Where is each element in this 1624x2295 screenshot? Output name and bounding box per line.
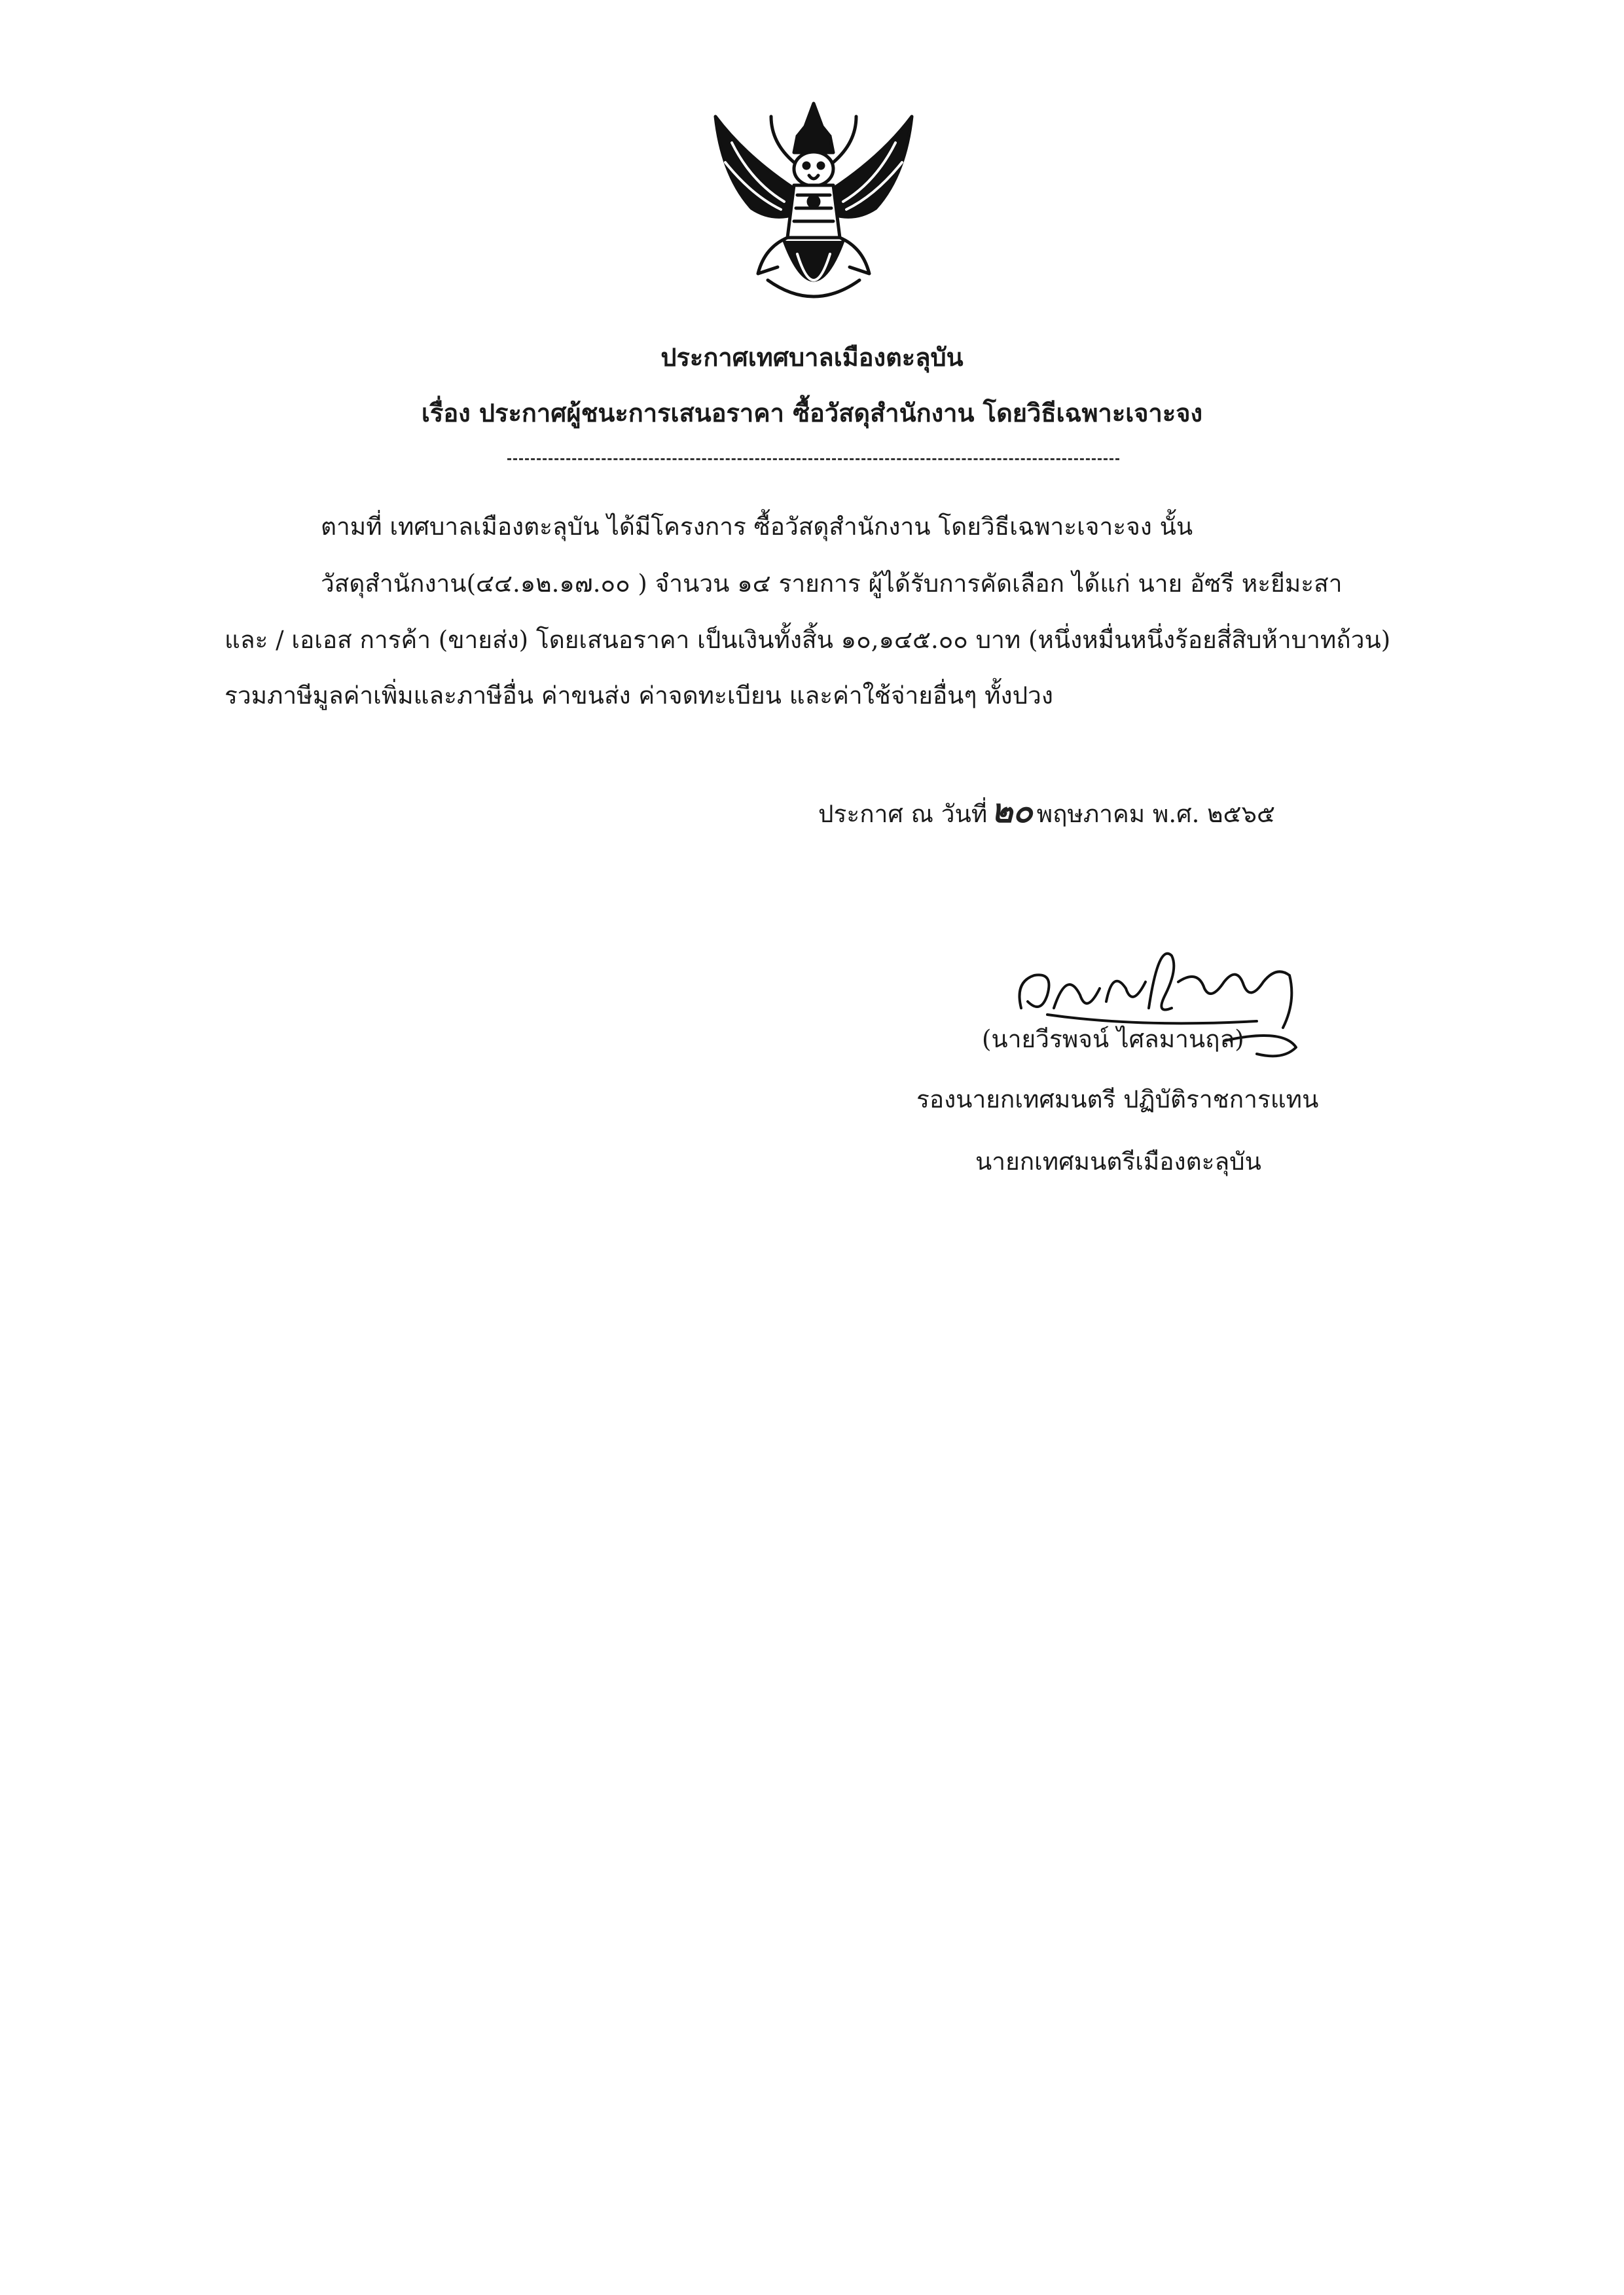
announcement-date — [818, 786, 1275, 837]
announcement-subject: เรื่อง ประกาศผู้ชนะการเสนอราคา ซื้อวัสดุสำนักงาน โดยวิธีเฉพาะเจาะจง — [421, 398, 1203, 427]
announcement-title: ประกาศเทศบาลเมืองตะลุบัน — [660, 342, 964, 372]
signatory-position: รองนายกเทศมนตรี ปฏิบัติราชการแทน — [916, 1085, 1319, 1113]
divider — [507, 458, 1119, 460]
signatory-organization: นายกเทศมนตรีเมืองตะลุบัน — [975, 1148, 1261, 1176]
body-line-2: วัสดุสำนักงาน(๔๔.๑๒.๑๗.๐๐ ) จำนวน ๑๔ รายการ ผู้ได้รับการคัดเลือก ได้แก่ นาย อัซรี หะยีมะสา — [321, 569, 1343, 598]
date-day-handwritten: ๒๐ — [991, 792, 1033, 830]
body-line-1: ตามที่ เทศบาลเมืองตะลุบัน ได้มีโครงการ ซื้อวัสดุสำนักงาน โดยวิธีเฉพาะเจาะจง นั้น — [321, 513, 1193, 541]
signatory-name: (นายวีรพจน์ ไศลมานฤล) — [982, 1025, 1244, 1053]
date-suffix: พฤษภาคม พ.ศ. ๒๕๖๕ — [1036, 800, 1275, 828]
date-prefix: ประกาศ ณ วันที่ — [818, 800, 988, 828]
garuda-emblem-icon — [706, 97, 922, 319]
body-line-3: และ / เอเอส การค้า (ขายส่ง) โดยเสนอราคา เป็นเงินทั้งสิ้น ๑๐,๑๔๕.๐๐ บาท (หนึ่งหมื่นหนึ่งร้อยสี่สิบห้าบาทถ้วน) — [225, 626, 1391, 654]
body-line-4: รวมภาษีมูลค่าเพิ่มและภาษีอื่น ค่าขนส่ง ค่าจดทะเบียน และค่าใช้จ่ายอื่นๆ ทั้งปวง — [225, 681, 1053, 710]
